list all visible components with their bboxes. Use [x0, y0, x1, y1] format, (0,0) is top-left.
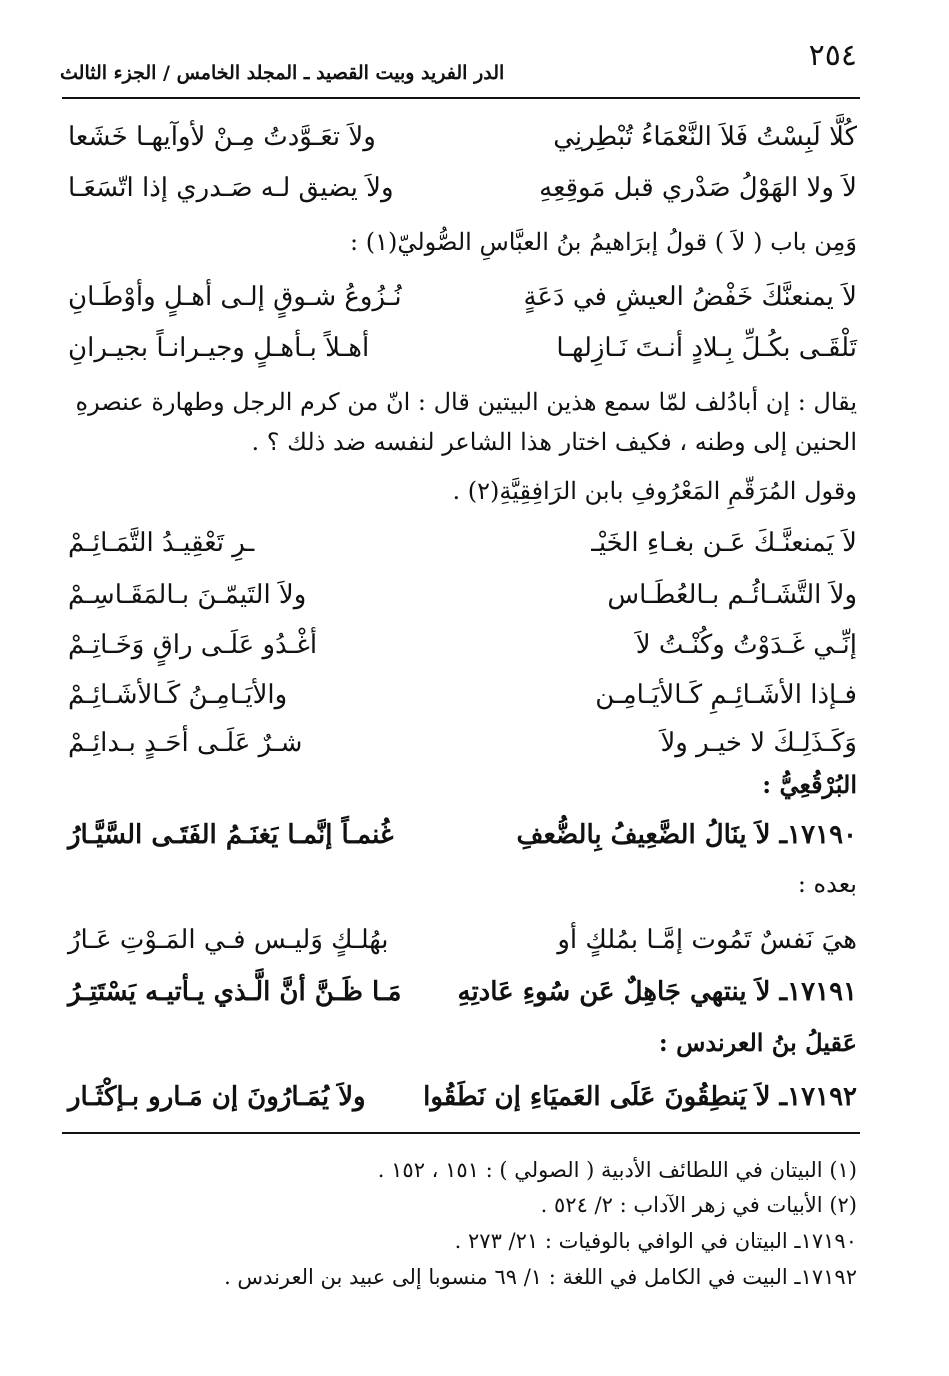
verse-hemistich-right: تَلْقَـى بكُـلِّ بِـلادٍ أنـتَ نَـازِلهـا: [556, 333, 857, 363]
verse-hemistich-right: لاَ يَمنعنَّـكَ عَـن بغـاءِ الخَيْـ: [591, 528, 857, 558]
verse-hemistich-left: والأيَـامِـنُ كَـالأشَـائِـمْ: [68, 680, 288, 710]
verse-hemistich-right: هيَ نَفسٌ تَمُوت إمَّـا بمُلكٍ أو: [557, 925, 857, 955]
footnote: (١) البيتان في اللطائف الأدبية ( الصولي ) : ١٥١ ، ١٥٢ .: [377, 1158, 857, 1182]
footnote: ١٧١٩٠ـ البيتان في الوافي بالوفيات : ٢١/ ٢٧٣ .: [454, 1229, 857, 1253]
numbered-verse-right: ١٧١٩٢ـ لاَ يَنطِقُونَ عَلَى العَميَاءِ إن نَطَقُوا: [423, 1082, 857, 1112]
verse-hemistich-right: فـإذا الأشَـائِـمِ كَـالأيَـامِـن: [595, 680, 857, 710]
verse-hemistich-right: كُلَّا لَبِسْتُ فَلاَ النَّعْمَاءُ تُبْطِرنِي: [553, 122, 857, 152]
numbered-verse-right: ١٧١٩٠ـ لاَ ينَالُ الضَّعِيفُ بِالضُّعفِ: [516, 820, 857, 850]
verse-hemistich-right: ولاَ التَّشَـائُـم بـالعُطَـاس: [607, 580, 857, 610]
prose-line: وقول المُرَقّمِ المَعْرُوفِ بابن الرَافِقِيَّةِ(٢) .: [452, 477, 857, 505]
verse-hemistich-left: نُـزُوعُ شـوقٍ إلـى أهـلٍ وأوْطَـانِ: [68, 282, 402, 312]
footnote: (٢) الأبيات في زهر الآداب : ٢/ ٥٢٤ .: [540, 1193, 857, 1217]
numbered-verse-left: مَـا ظَـنَّ أنَّ الَّـذي يـأتيـه يَسْتَتِـرُ: [68, 977, 402, 1007]
page-number: ٢٥٤: [808, 38, 857, 73]
verse-hemistich-left: ـرِ تَعْقِيـدُ التَّمَـائِـمْ: [68, 528, 255, 558]
verse-hemistich-right: لاَ ولا الهَوْلُ صَدْري قبل مَوقِعِهِ: [539, 173, 857, 203]
verse-hemistich-left: ولاَ التَيمّـنَ بـالمَقَـاسِـمْ: [68, 580, 307, 610]
verse-hemistich-right: لاَ يمنعنَّكَ خَفْضُ العيشِ في دَعَةٍ: [523, 282, 857, 312]
poet-heading: عَقيلُ بنُ العرندس :: [658, 1028, 857, 1057]
header-rule: [62, 97, 860, 99]
poet-heading: البُرْقُعِيُّ :: [762, 770, 857, 799]
prose-line: بعده :: [797, 870, 857, 898]
prose-line: وَمِن باب ( لاَ ) قولُ إبرَاهيمُ بنُ العبَّاسِ الصُّوليّ(١) :: [349, 228, 857, 256]
footnote: ١٧١٩٢ـ البيت في الكامل في اللغة : ١/ ٦٩ منسوبا إلى عبيد بن العرندس .: [224, 1265, 857, 1289]
verse-hemistich-left: أغْـدُو عَلَـى راقٍ وَخَـاتِـمْ: [68, 630, 318, 660]
verse-hemistich-left: ولاَ تعَـوَّدتُ مِـنْ لأوآيهـا خَشَعا: [68, 122, 376, 152]
prose-line: يقال : إن أبادُلف لمّا سمع هذين البيتين قال : انّ من كرم الرجل وطهارة عنصرهِ: [75, 388, 857, 416]
verse-hemistich-left: بهُلـكٍ وَليـس فـي المَـوْتِ عَـارُ: [68, 925, 389, 955]
verse-hemistich-left: أهـلاً بـأهـلٍ وجيـرانـاً بجيـرانِ: [68, 333, 370, 363]
numbered-verse-right: ١٧١٩١ـ لاَ ينتهي جَاهِلٌ عَن سُوءِ عَادتِهِ: [457, 977, 857, 1007]
prose-line: الحنين إلى وطنه ، فكيف اختار هذا الشاعر لنفسه ضد ذلك ؟ .: [251, 428, 857, 456]
running-title: الدر الفريد وبيت القصيد ـ المجلد الخامس / الجزء الثالث: [60, 62, 505, 84]
verse-hemistich-right: إنِّـي غَـدَوْتُ وكُنْـتُ لاَ: [635, 630, 857, 660]
verse-hemistich-left: شـرٌ عَلَـى أحَـدٍ بـدائِـمْ: [68, 728, 303, 758]
verse-hemistich-right: وَكَـذَلِـكَ لا خيـر ولاَ: [660, 728, 857, 758]
numbered-verse-left: ولاَ يُمَـارُونَ إن مَـارو بـإكْثَـار: [68, 1082, 366, 1112]
footnote-rule: [62, 1132, 860, 1134]
verse-hemistich-left: ولاَ يضيق لـه صَـدري إذا اتّسَعَـا: [68, 173, 394, 203]
numbered-verse-left: غُنمـاً إنَّمـا يَغنَـمُ الفَتَـى السَّيَّـارُ: [68, 820, 394, 850]
